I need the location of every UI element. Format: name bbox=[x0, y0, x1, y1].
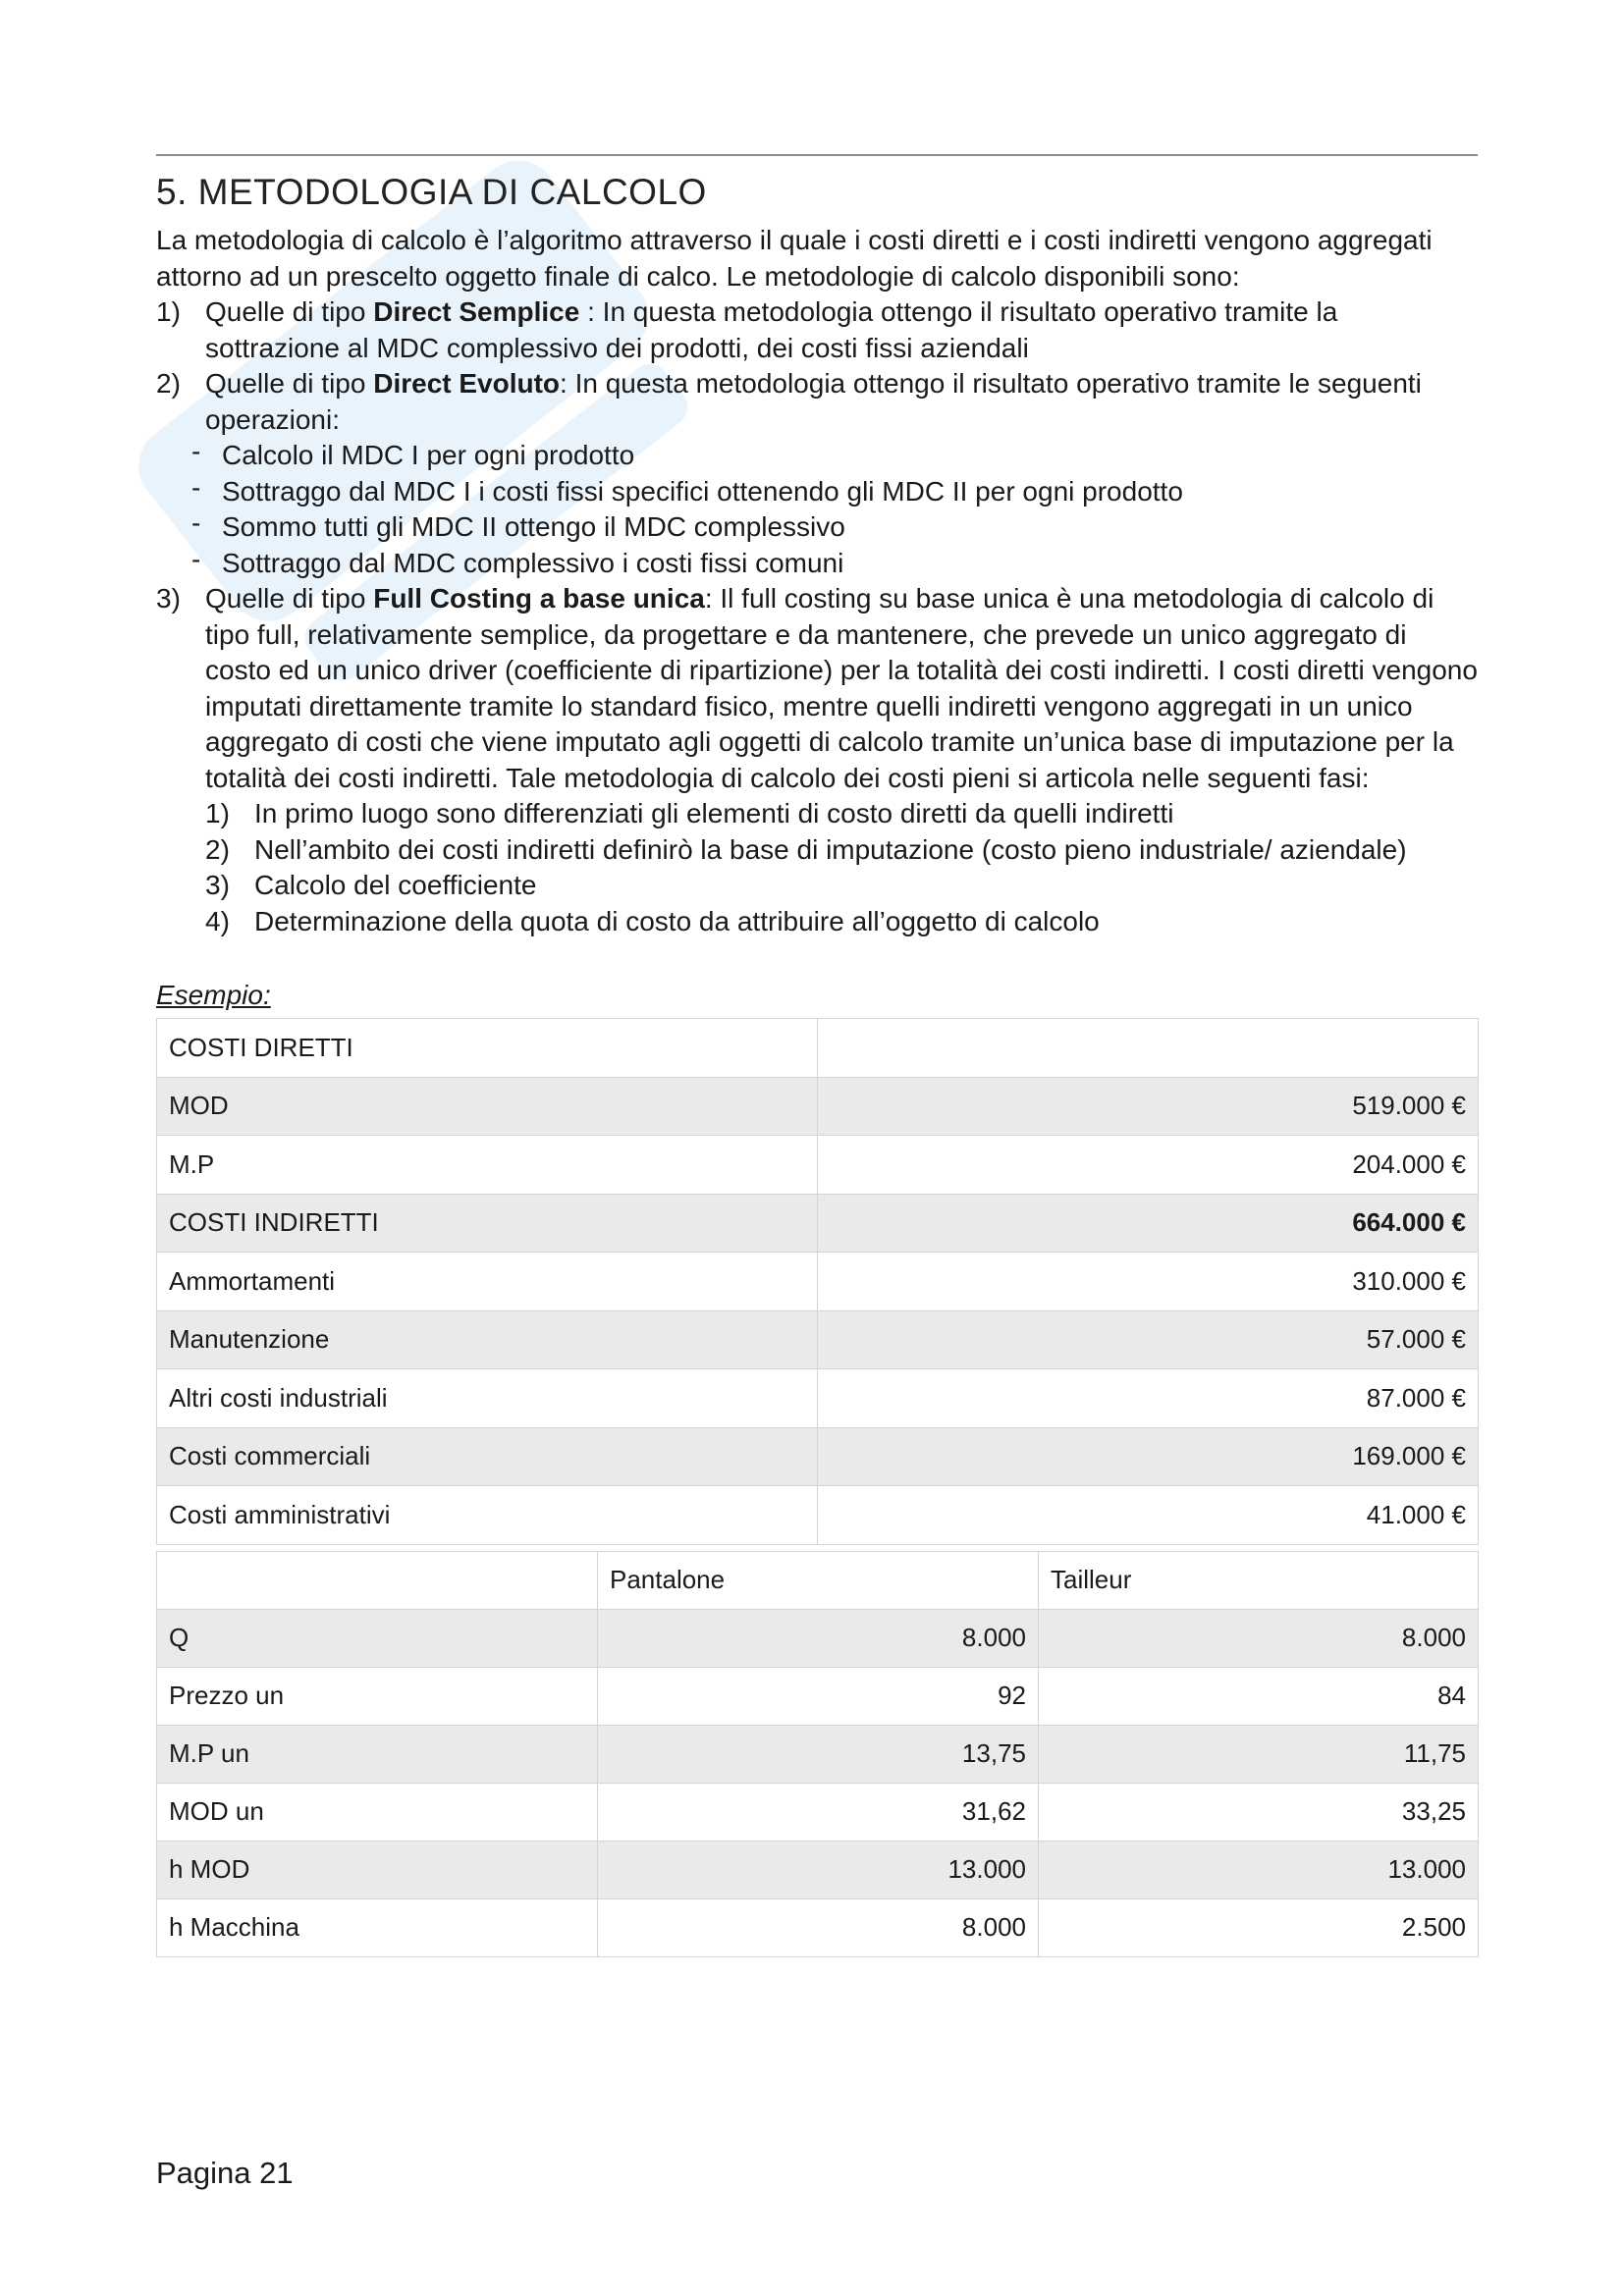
table-row bbox=[157, 1019, 1479, 1078]
value-tailleur: 13.000 bbox=[1039, 1841, 1479, 1898]
table-row bbox=[157, 1898, 1479, 1956]
cost-label: MOD bbox=[157, 1077, 818, 1136]
row-label: M.P un bbox=[157, 1725, 598, 1783]
step-item bbox=[156, 543, 1478, 582]
dash-bullet: - bbox=[191, 543, 201, 574]
table-row bbox=[157, 1609, 1479, 1667]
header-cell-tailleur: Tailleur bbox=[1039, 1551, 1479, 1609]
table-row bbox=[157, 1077, 1479, 1136]
value-tailleur: 11,75 bbox=[1039, 1725, 1479, 1783]
method-number: 1) bbox=[156, 296, 181, 327]
step-item bbox=[156, 509, 1478, 546]
cost-label: M.P bbox=[157, 1136, 818, 1195]
phase-number: 3) bbox=[205, 870, 230, 900]
value-pantalone: 8.000 bbox=[598, 1898, 1039, 1956]
value-pantalone: 31,62 bbox=[598, 1783, 1039, 1841]
value-tailleur: 84 bbox=[1039, 1667, 1479, 1725]
phase-number: 2) bbox=[205, 833, 230, 865]
step-text: Sottraggo dal MDC I i costi fissi specifici ottenendo gli MDC II per ogni prodotto bbox=[222, 475, 1183, 507]
cost-value: 310.000 € bbox=[818, 1253, 1479, 1311]
method-prefix: Quelle di tipo bbox=[205, 368, 374, 399]
table-row bbox=[157, 1486, 1479, 1545]
method-name: Direct Semplice bbox=[373, 296, 580, 327]
intro-paragraph: La metodologia di calcolo è l’algoritmo attraverso il quale i costi diretti e i costi indiretti vengono aggregati attorno ad un prescelto oggetto finale di calco. Le metodologie di calcolo disponibili sono: bbox=[156, 225, 1433, 292]
section-title: 5. METODOLOGIA DI CALCOLO bbox=[156, 172, 707, 212]
cost-value: 664.000 € bbox=[818, 1194, 1479, 1253]
table-row bbox=[157, 1427, 1479, 1486]
dash-bullet: - bbox=[191, 507, 201, 538]
phase-item bbox=[156, 796, 1478, 832]
example-label: Esempio: bbox=[156, 980, 271, 1010]
value-pantalone: 13,75 bbox=[598, 1725, 1039, 1783]
table-row bbox=[157, 1310, 1479, 1369]
phase-item bbox=[156, 868, 1478, 904]
step-text: Sottraggo dal MDC complessivo i costi fissi comuni bbox=[222, 547, 844, 578]
method-description: : In questa metodologia ottengo il risultato operativo tramite le seguenti operazioni: bbox=[205, 368, 1422, 435]
value-pantalone: 8.000 bbox=[598, 1609, 1039, 1667]
phase-text: In primo luogo sono differenziati gli elementi di costo diretti da quelli indiretti bbox=[254, 798, 1174, 828]
method-item-2 bbox=[156, 366, 1478, 438]
step-text: Calcolo il MDC I per ogni prodotto bbox=[222, 440, 635, 470]
cost-value: 204.000 € bbox=[818, 1136, 1479, 1195]
phase-number: 1) bbox=[205, 798, 230, 828]
table-row bbox=[157, 1194, 1479, 1253]
method-name: Direct Evoluto bbox=[373, 368, 561, 399]
cost-value bbox=[818, 1019, 1479, 1078]
method-number: 3) bbox=[156, 583, 181, 614]
cost-value: 519.000 € bbox=[818, 1077, 1479, 1136]
cost-label: Altri costi industriali bbox=[157, 1369, 818, 1428]
dash-bullet: - bbox=[191, 436, 201, 466]
phase-text: Determinazione della quota di costo da attribuire all’oggetto di calcolo bbox=[254, 905, 1100, 936]
method-description: : In questa metodologia ottengo il risultato operativo tramite la sottrazione al MDC complessivo dei prodotti, dei costi fissi aziendali bbox=[205, 296, 1338, 363]
method-name: Full Costing a base unica bbox=[373, 583, 705, 614]
cost-value: 41.000 € bbox=[818, 1486, 1479, 1545]
value-tailleur: 8.000 bbox=[1039, 1609, 1479, 1667]
method-prefix: Quelle di tipo bbox=[205, 583, 374, 614]
value-pantalone: 13.000 bbox=[598, 1841, 1039, 1898]
row-label: h Macchina bbox=[157, 1898, 598, 1956]
phase-number: 4) bbox=[205, 905, 230, 936]
body-text bbox=[156, 223, 1478, 939]
phase-item bbox=[156, 832, 1478, 869]
method-item-1 bbox=[156, 294, 1478, 366]
phase-text: Nell’ambito dei costi indiretti definirò la base di imputazione (costo pieno industriale/ aziendale) bbox=[254, 833, 1407, 865]
step-item bbox=[156, 471, 1478, 510]
phase-list bbox=[156, 796, 1478, 939]
cost-value: 57.000 € bbox=[818, 1310, 1479, 1369]
table-row bbox=[157, 1841, 1479, 1898]
table-row bbox=[157, 1725, 1479, 1783]
product-table-header bbox=[157, 1551, 1479, 1609]
value-pantalone: 92 bbox=[598, 1667, 1039, 1725]
phase-text: Calcolo del coefficiente bbox=[254, 870, 537, 900]
table-row bbox=[157, 1253, 1479, 1311]
cost-label: Ammortamenti bbox=[157, 1253, 818, 1311]
row-label: Q bbox=[157, 1609, 598, 1667]
method-description: : Il full costing su base unica è una metodologia di calcolo di tipo full, relativamente semplice, da progettare e da mantenere, che prevede un unico aggregato di costo ed un unico driver (coefficiente di ripartizione) per la totalità dei costi indiretti. I costi diretti vengono imputati direttamente tramite lo standard fisico, mentre quelli indiretti vengono aggregati in un unico aggregato di costi che viene imputato agli oggetti di calcolo tramite un’unica base di imputazione per la totalità dei costi indiretti. Tale metodologia di calcolo dei costi pieni si articola nelle seguenti fasi: bbox=[205, 583, 1478, 793]
table-row bbox=[157, 1136, 1479, 1195]
value-tailleur: 33,25 bbox=[1039, 1783, 1479, 1841]
cost-label: COSTI DIRETTI bbox=[157, 1019, 818, 1078]
cost-value: 87.000 € bbox=[818, 1369, 1479, 1428]
method-number: 2) bbox=[156, 368, 181, 399]
product-table bbox=[156, 1551, 1479, 1957]
page-content bbox=[156, 154, 1478, 1957]
cost-label: Costi amministrativi bbox=[157, 1486, 818, 1545]
table-row bbox=[157, 1783, 1479, 1841]
header-divider bbox=[156, 154, 1478, 156]
cost-table bbox=[156, 1018, 1479, 1545]
phase-item bbox=[156, 904, 1478, 940]
table-row bbox=[157, 1667, 1479, 1725]
cost-value: 169.000 € bbox=[818, 1427, 1479, 1486]
row-label: MOD un bbox=[157, 1783, 598, 1841]
value-tailleur: 2.500 bbox=[1039, 1898, 1479, 1956]
method-item-3 bbox=[156, 581, 1478, 796]
dash-bullet: - bbox=[191, 471, 201, 503]
cost-label: Costi commerciali bbox=[157, 1427, 818, 1486]
method-prefix: Quelle di tipo bbox=[205, 296, 374, 327]
cost-label: Manutenzione bbox=[157, 1310, 818, 1369]
row-label: h MOD bbox=[157, 1841, 598, 1898]
header-cell-empty bbox=[157, 1551, 598, 1609]
step-text: Sommo tutti gli MDC II ottengo il MDC complessivo bbox=[222, 511, 845, 542]
cost-label: COSTI INDIRETTI bbox=[157, 1194, 818, 1253]
step-item bbox=[156, 438, 1478, 474]
header-cell-pantalone: Pantalone bbox=[598, 1551, 1039, 1609]
row-label: Prezzo un bbox=[157, 1667, 598, 1725]
page-number: Pagina 21 bbox=[156, 2156, 294, 2190]
table-row bbox=[157, 1369, 1479, 1428]
